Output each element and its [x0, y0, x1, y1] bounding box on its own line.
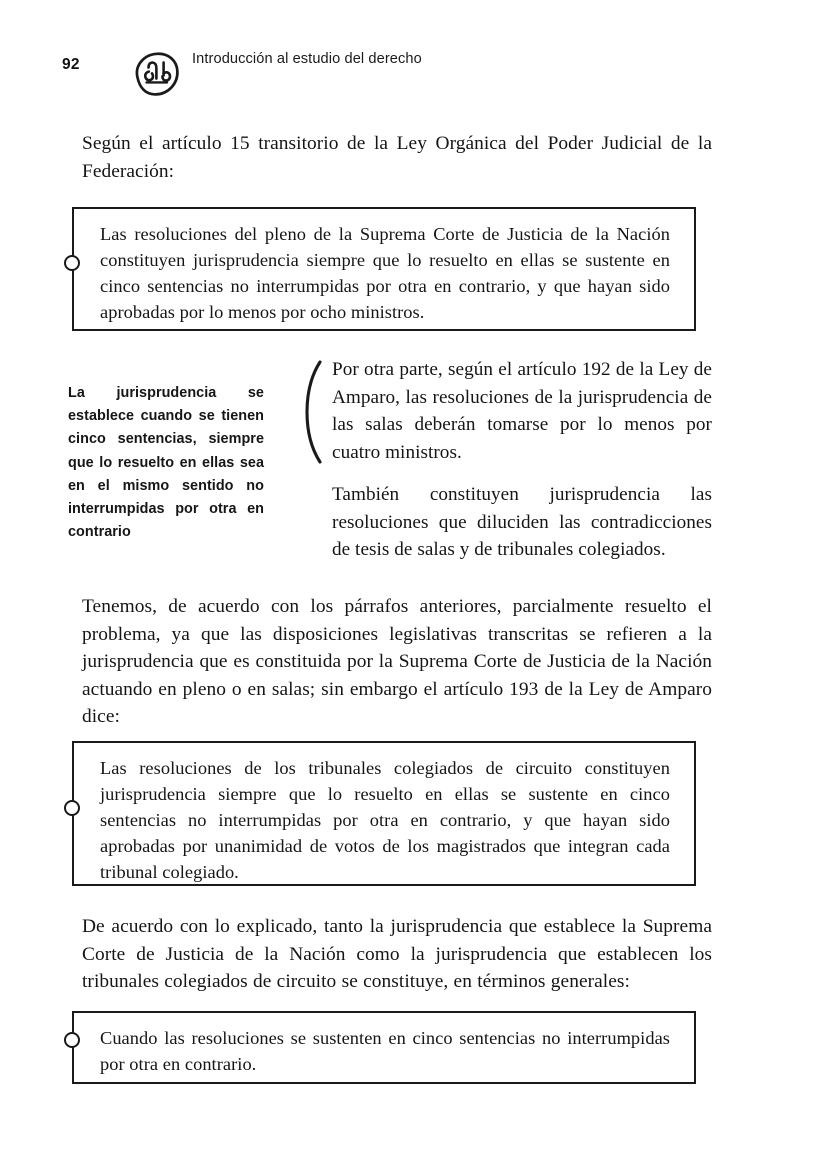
quote-box-2-text: Las resoluciones de los tribunales colegiados de circuito constituyen jurisprudencia siempre que lo resuelto en ellas se sustente en cinco sentencias no interrumpidas por otra en contrario, y que hayan sido aprobadas por unanimidad de votos de los magistrados que integran cada tribunal colegiado.: [100, 758, 670, 882]
quote-box-1-text: Las resoluciones del pleno de la Suprema Corte de Justicia de la Nación constituyen jurisprudencia siempre que lo resuelto en ellas se sustente en cinco sentencias no interrumpidas por otra en contrario, y que hayan sido aprobadas por lo menos por ocho ministros.: [100, 224, 670, 322]
left-curly-bracket-icon: [300, 360, 326, 464]
closing-paragraph: De acuerdo con lo explicado, tanto la jurisprudencia que establece la Suprema Corte de Justicia de la Nación como la jurisprudencia que establecen los tribunales colegiados de circuito se constituye, en términos generales:: [82, 916, 712, 992]
header-title: Introducción al estudio del derecho: [192, 51, 422, 67]
column-paragraph-2: También constituyen jurisprudencia las resoluciones que diluciden las contradicciones de tesis de salas y de tribunales colegiados.: [332, 484, 712, 560]
circle-marker-icon: [64, 1032, 80, 1048]
margin-side-note: La jurisprudencia se establece cuando se tienen cinco sentencias, siempre que lo resuelto en ellas sea en el mismo sentido no interrumpidas por otra en contrario: [68, 385, 264, 541]
book-oval-logo-icon: [129, 47, 183, 101]
circle-marker-icon: [64, 800, 80, 816]
page-number: 92: [62, 56, 80, 73]
middle-paragraph: Tenemos, de acuerdo con los párrafos anteriores, parcialmente resuelto el problema, ya que las disposiciones legislativas transcritas se refieren a la jurisprudencia que es constituida por la Suprema Corte de Justicia de la Nación actuando en pleno o en salas; sin embargo el artículo 193 de la Ley de Amparo dice:: [82, 596, 712, 727]
quote-box-3: [72, 1011, 696, 1084]
intro-paragraph: Según el artículo 15 transitorio de la Ley Orgánica del Poder Judicial de la Federación:: [82, 133, 712, 182]
running-header: [0, 42, 828, 106]
circle-marker-icon: [64, 255, 80, 271]
quote-box-1: [72, 207, 696, 331]
quote-box-3-text: Cuando las resoluciones se sustenten en cinco sentencias no interrumpidas por otra en contrario.: [100, 1028, 670, 1074]
quote-box-2: [72, 741, 696, 886]
column-paragraph-1: Por otra parte, según el artículo 192 de la Ley de Amparo, las resoluciones de la jurisprudencia de las salas deberán tomarse por lo menos por cuatro ministros.: [332, 359, 712, 463]
